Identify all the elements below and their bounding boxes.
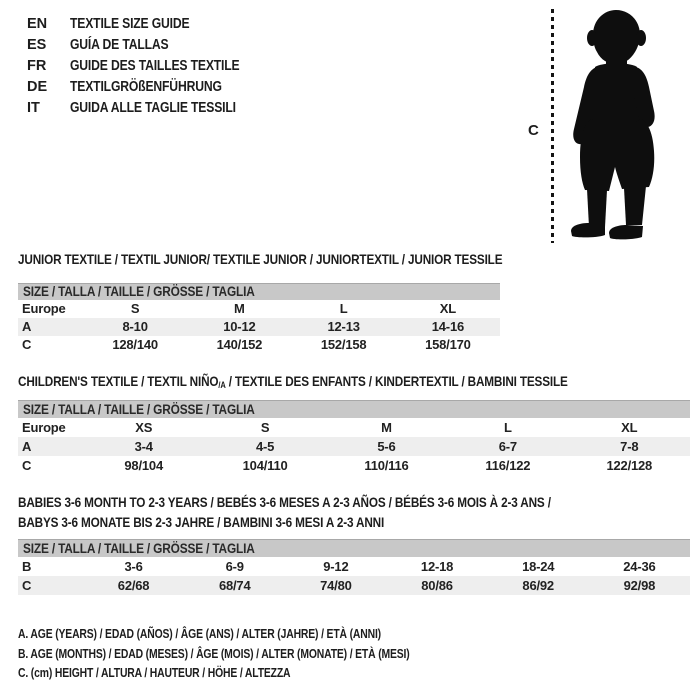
babies-size-table — [18, 539, 690, 595]
language-label: TEXTILE SIZE GUIDE — [70, 15, 190, 32]
height-cell: 122/128 — [606, 457, 653, 473]
height-cell: 140/152 — [216, 337, 263, 352]
size-cell: S — [130, 301, 140, 316]
table-row-height — [18, 336, 500, 354]
table-row-months — [18, 557, 690, 576]
babies-section-title-line2: BABYS 3-6 MONATE BIS 2-3 JAHRE / BAMBINI 3-6 MESI A 2-3 ANNI — [18, 514, 385, 530]
age-cell: 14-16 — [431, 319, 464, 334]
children-size-table — [18, 400, 690, 475]
language-label: GUIDE DES TAILLES TEXTILE — [70, 57, 240, 74]
language-row-es — [27, 34, 272, 55]
table-row-age — [18, 437, 690, 456]
language-code: ES — [27, 36, 47, 53]
height-cell: 128/140 — [112, 337, 158, 352]
language-row-en — [27, 13, 272, 34]
size-header-bar: SIZE / TALLA / TAILLE / GRÖSSE / TAGLIA — [18, 540, 690, 557]
language-label: TEXTILGRÖßENFÜHRUNG — [70, 78, 222, 95]
note-height-cm: C. (cm) HEIGHT / ALTURA / HAUTEUR / HÖHE / ALTEZZA — [18, 665, 291, 680]
row-label: Europe — [22, 301, 66, 316]
age-cell: 8-10 — [122, 319, 148, 334]
language-row-it — [27, 97, 272, 118]
row-label: Europe — [22, 419, 66, 435]
height-cell: 92/98 — [623, 577, 656, 593]
language-code: IT — [27, 99, 40, 116]
table-row-height — [18, 576, 690, 595]
months-cell: 6-9 — [225, 558, 244, 574]
footnotes — [18, 626, 508, 685]
height-cell: 74/80 — [320, 577, 352, 593]
age-cell: 6-7 — [498, 438, 517, 454]
babies-section-title-line1: BABIES 3-6 MONTH TO 2-3 YEARS / BEBÉS 3-6 MESES A 2-3 AÑOS / BÉBÉS 3-6 MOIS À 2-3 ANS / — [18, 494, 551, 510]
language-code: FR — [27, 57, 47, 74]
table-row-age — [18, 318, 500, 336]
size-cell: M — [234, 301, 245, 316]
size-cell: XS — [135, 419, 153, 435]
height-cell: 98/104 — [124, 457, 163, 473]
months-cell: 12-18 — [420, 558, 454, 574]
language-label: GUÍA DE TALLAS — [70, 36, 169, 53]
size-cell: S — [260, 419, 270, 435]
row-label: A — [22, 319, 32, 334]
table-row-europe — [18, 300, 500, 318]
age-cell: 12-13 — [327, 319, 360, 334]
age-cell: 3-4 — [134, 438, 153, 454]
height-cell: 116/122 — [485, 457, 531, 473]
note-age-years: A. AGE (YEARS) / EDAD (AÑOS) / ÂGE (ANS) / ALTER (JAHRE) / ETÀ (ANNI) — [18, 626, 381, 641]
height-cell: 68/74 — [218, 577, 251, 593]
height-cell: 104/110 — [242, 457, 288, 473]
language-code: EN — [27, 15, 48, 32]
table-row-height — [18, 456, 690, 475]
height-cell: 152/158 — [320, 337, 367, 352]
months-cell: 24-36 — [623, 558, 656, 574]
height-cell: 158/170 — [425, 337, 471, 352]
height-cell: 80/86 — [421, 577, 453, 593]
junior-section-title: JUNIOR TEXTILE / TEXTIL JUNIOR/ TEXTILE JUNIOR / JUNIORTEXTIL / JUNIOR TESSILE — [18, 251, 503, 267]
size-cell: L — [339, 301, 348, 316]
height-dashed-line — [551, 9, 554, 243]
language-code: DE — [27, 78, 48, 95]
age-cell: 10-12 — [223, 319, 256, 334]
size-cell: XL — [621, 419, 638, 435]
size-cell: XL — [439, 301, 456, 316]
size-cell: M — [381, 419, 392, 435]
language-list — [27, 13, 272, 118]
language-row-fr — [27, 55, 272, 76]
table-row-europe — [18, 418, 690, 437]
language-row-de — [27, 76, 272, 97]
row-label: A — [22, 438, 32, 454]
age-cell: 5-6 — [377, 438, 396, 454]
children-section-title: CHILDREN'S TEXTILE / TEXTIL NIÑO/A / TEXTILE DES ENFANTS / KINDERTEXTIL / BAMBINI TESSILE — [18, 373, 568, 390]
junior-size-table — [18, 283, 500, 354]
language-label: GUIDA ALLE TAGLIE TESSILI — [70, 99, 236, 116]
row-label: C — [22, 577, 32, 593]
note-age-months: B. AGE (MONTHS) / EDAD (MESES) / ÂGE (MOIS) / ALTER (MONATE) / ETÀ (MESI) — [18, 645, 410, 661]
height-cell: 62/68 — [117, 577, 150, 593]
months-cell: 18-24 — [522, 558, 555, 574]
row-label: B — [22, 558, 32, 574]
height-cell: 86/92 — [522, 577, 554, 593]
months-cell: 9-12 — [323, 558, 349, 574]
subscript-suffix: /A — [218, 380, 226, 390]
toddler-silhouette-icon — [556, 7, 666, 245]
row-label: C — [22, 457, 32, 473]
months-cell: 3-6 — [124, 558, 143, 574]
height-cell: 110/116 — [364, 457, 409, 473]
size-header-bar: SIZE / TALLA / TAILLE / GRÖSSE / TAGLIA — [18, 284, 500, 300]
age-cell: 7-8 — [620, 438, 639, 454]
size-cell: L — [503, 419, 512, 435]
height-marker-label: C — [528, 122, 539, 139]
age-cell: 4-5 — [255, 438, 275, 454]
size-header-bar: SIZE / TALLA / TAILLE / GRÖSSE / TAGLIA — [18, 401, 690, 418]
row-label: C — [22, 337, 32, 352]
